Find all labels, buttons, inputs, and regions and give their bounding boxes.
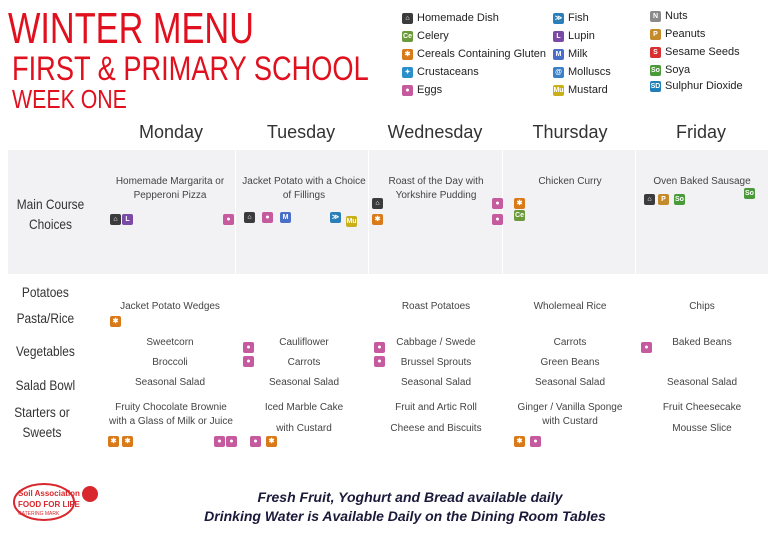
day-thursday: Thursday bbox=[532, 122, 608, 142]
key-label: Sulphur Dioxide bbox=[665, 80, 743, 92]
key-item-celery bbox=[402, 30, 449, 42]
egg-icon: ● bbox=[214, 436, 225, 447]
logo-line1: Soil Association bbox=[18, 489, 80, 498]
logo-line3: CATERING MARK bbox=[18, 511, 60, 517]
row-label-potatoes: Potatoes bbox=[21, 284, 69, 300]
key-item-mollusc bbox=[553, 66, 611, 78]
soya-icon: So bbox=[745, 190, 754, 197]
key-label: Lupin bbox=[568, 30, 595, 42]
wheat-icon: ✱ bbox=[514, 198, 525, 209]
key-item-sulphur bbox=[650, 80, 743, 92]
sweet-top-friday: Fruit Cheesecake bbox=[662, 402, 742, 413]
veg-top-friday: Baked Beans bbox=[672, 337, 732, 348]
wheat-icon: ✱ bbox=[402, 49, 413, 60]
veg-top-tuesday: Cauliflower bbox=[279, 337, 329, 348]
wheat-icon: ✱ bbox=[372, 214, 383, 225]
key-item-milk bbox=[553, 48, 588, 60]
week-label: WEEK ONE bbox=[12, 84, 127, 114]
day-monday: Monday bbox=[138, 122, 204, 142]
fish-icon: ≫ bbox=[331, 214, 340, 221]
row-label-vegetables: Vegetables bbox=[15, 343, 75, 359]
lupin-icon: L bbox=[553, 31, 564, 42]
house-icon: ⌂ bbox=[110, 214, 121, 225]
egg-icon: ● bbox=[226, 436, 237, 447]
milk-icon: M bbox=[280, 212, 291, 223]
sweet-monday: Fruity Chocolate Brownie with a Glass of Milk or Juice bbox=[109, 402, 233, 427]
egg-icon: ● bbox=[530, 436, 541, 447]
day-wednesday: Wednesday bbox=[387, 122, 483, 142]
key-item-egg bbox=[402, 84, 442, 96]
house-icon: ⌂ bbox=[244, 212, 255, 223]
main-course-grid bbox=[102, 150, 768, 274]
veg-top-wednesday: Cabbage / Swede bbox=[396, 337, 476, 348]
key-item-soya bbox=[650, 64, 690, 76]
egg-icon: ● bbox=[243, 342, 254, 353]
sweet-bottom-wednesday: Cheese and Biscuits bbox=[390, 423, 482, 434]
key-item-lupin bbox=[553, 30, 595, 42]
egg-icon: ● bbox=[262, 212, 273, 223]
day-friday: Friday bbox=[675, 122, 726, 142]
veg-bottom-wednesday: Brussel Sprouts bbox=[400, 357, 472, 368]
day-tuesday: Tuesday bbox=[266, 122, 336, 142]
veg-top-thursday: Carrots bbox=[553, 337, 587, 348]
sweet-top-wednesday: Fruit and Artic Roll bbox=[395, 402, 477, 413]
crab-icon: ✦ bbox=[402, 67, 413, 78]
wheat-icon: ✱ bbox=[108, 436, 119, 447]
house-icon: ⌂ bbox=[402, 13, 413, 24]
main-course-monday: Homemade Margarita or Pepperoni Pizza bbox=[115, 176, 225, 201]
mustard-icon: Mu bbox=[346, 218, 357, 225]
main-course-friday: Oven Baked Sausage bbox=[653, 176, 751, 187]
main-course-wednesday: Roast of the Day with Yorkshire Pudding bbox=[388, 176, 484, 201]
wheat-icon: ✱ bbox=[266, 436, 277, 447]
soya-icon: So bbox=[675, 196, 684, 203]
sweet-bottom-friday: Mousse Slice bbox=[672, 423, 732, 434]
row-label-starters-sweets: Starters or Sweets bbox=[14, 404, 70, 440]
egg-icon: ● bbox=[374, 342, 385, 353]
row-label-main-course: Main Course Choices bbox=[16, 196, 85, 232]
egg-icon: ● bbox=[374, 356, 385, 367]
key-item-sesame bbox=[650, 46, 740, 58]
menu-title: WINTER MENU bbox=[8, 4, 254, 53]
egg-icon: ● bbox=[243, 356, 254, 367]
egg-icon: ● bbox=[492, 214, 503, 225]
key-label: Eggs bbox=[417, 84, 443, 96]
key-item-house bbox=[402, 12, 499, 24]
footer-drinking-water: Drinking Water is Available Daily on the Dining Room Tables bbox=[204, 508, 606, 524]
egg-icon: ● bbox=[250, 436, 261, 447]
house-icon: ⌂ bbox=[372, 198, 383, 209]
key-label: Crustaceans bbox=[417, 66, 479, 78]
sweet-top-tuesday: Iced Marble Cake bbox=[264, 402, 344, 413]
potatoes-thursday: Wholemeal Rice bbox=[533, 301, 607, 312]
key-label: Soya bbox=[665, 64, 691, 76]
key-label: Mustard bbox=[568, 84, 608, 96]
key-item-peanut bbox=[650, 28, 705, 40]
key-item-mustard bbox=[553, 84, 608, 96]
key-item-wheat bbox=[402, 48, 546, 60]
sweet-thursday: Ginger / Vanilla Sponge with Custard bbox=[517, 402, 623, 427]
wheat-icon: ✱ bbox=[514, 436, 525, 447]
peanut-icon: P bbox=[650, 29, 661, 40]
wheat-icon: ✱ bbox=[110, 316, 121, 327]
celery-icon: Ce bbox=[403, 32, 412, 40]
key-label: Sesame Seeds bbox=[665, 46, 740, 58]
milk-icon: M bbox=[553, 49, 564, 60]
soya-icon: So bbox=[651, 66, 660, 74]
potatoes-wednesday: Roast Potatoes bbox=[401, 301, 471, 312]
egg-icon: ● bbox=[223, 214, 234, 225]
fish-icon: ≫ bbox=[554, 14, 563, 22]
salad-tuesday: Seasonal Salad bbox=[268, 377, 340, 388]
egg-icon: ● bbox=[402, 85, 413, 96]
key-label: Celery bbox=[417, 30, 449, 42]
egg-icon: ● bbox=[492, 198, 503, 209]
main-course-thursday: Chicken Curry bbox=[538, 176, 602, 187]
row-label-salad-bowl: Salad Bowl bbox=[15, 377, 76, 393]
school-subtitle: FIRST & PRIMARY SCHOOL bbox=[12, 50, 369, 88]
veg-top-monday: Sweetcorn bbox=[146, 337, 194, 348]
potatoes-monday: Jacket Potato Wedges bbox=[120, 301, 220, 312]
veg-bottom-tuesday: Carrots bbox=[287, 357, 321, 368]
salad-friday: Seasonal Salad bbox=[666, 377, 738, 388]
celery-icon: Ce bbox=[515, 212, 524, 219]
key-item-fish bbox=[553, 12, 589, 24]
key-label: Cereals Containing Gluten bbox=[417, 48, 547, 60]
mollusc-icon: @ bbox=[553, 67, 564, 78]
salad-thursday: Seasonal Salad bbox=[534, 377, 606, 388]
footer-daily-items: Fresh Fruit, Yoghurt and Bread available daily bbox=[257, 489, 563, 505]
house-icon: ⌂ bbox=[644, 194, 655, 205]
sesame-icon: S bbox=[650, 47, 661, 58]
key-label: Homemade Dish bbox=[417, 12, 499, 24]
logo-line2: FOOD FOR LIFE bbox=[18, 500, 80, 509]
key-item-crab bbox=[402, 66, 479, 78]
veg-bottom-monday: Broccoli bbox=[152, 357, 188, 368]
nut-icon: N bbox=[650, 11, 661, 22]
main-course-tuesday: Jacket Potato with a Choice of Fillings bbox=[242, 176, 366, 201]
salad-wednesday: Seasonal Salad bbox=[400, 377, 472, 388]
key-item-nut bbox=[650, 10, 688, 22]
lupin-icon: L bbox=[122, 214, 133, 225]
row-label-pasta-rice: Pasta/Rice bbox=[16, 310, 75, 326]
key-label: Nuts bbox=[665, 10, 688, 22]
sulphur-icon: SD bbox=[650, 82, 661, 90]
key-label: Milk bbox=[568, 48, 588, 60]
salad-monday: Seasonal Salad bbox=[134, 377, 206, 388]
peanut-icon: P bbox=[658, 194, 669, 205]
veg-bottom-thursday: Green Beans bbox=[540, 357, 600, 368]
potatoes-friday: Chips bbox=[689, 301, 715, 312]
key-label: Peanuts bbox=[665, 28, 706, 40]
wheat-icon: ✱ bbox=[122, 436, 133, 447]
sweet-bottom-tuesday: with Custard bbox=[276, 423, 332, 434]
egg-icon: ● bbox=[641, 342, 652, 353]
mustard-icon: Mu bbox=[553, 86, 564, 94]
key-label: Molluscs bbox=[568, 66, 611, 78]
key-label: Fish bbox=[568, 12, 589, 24]
